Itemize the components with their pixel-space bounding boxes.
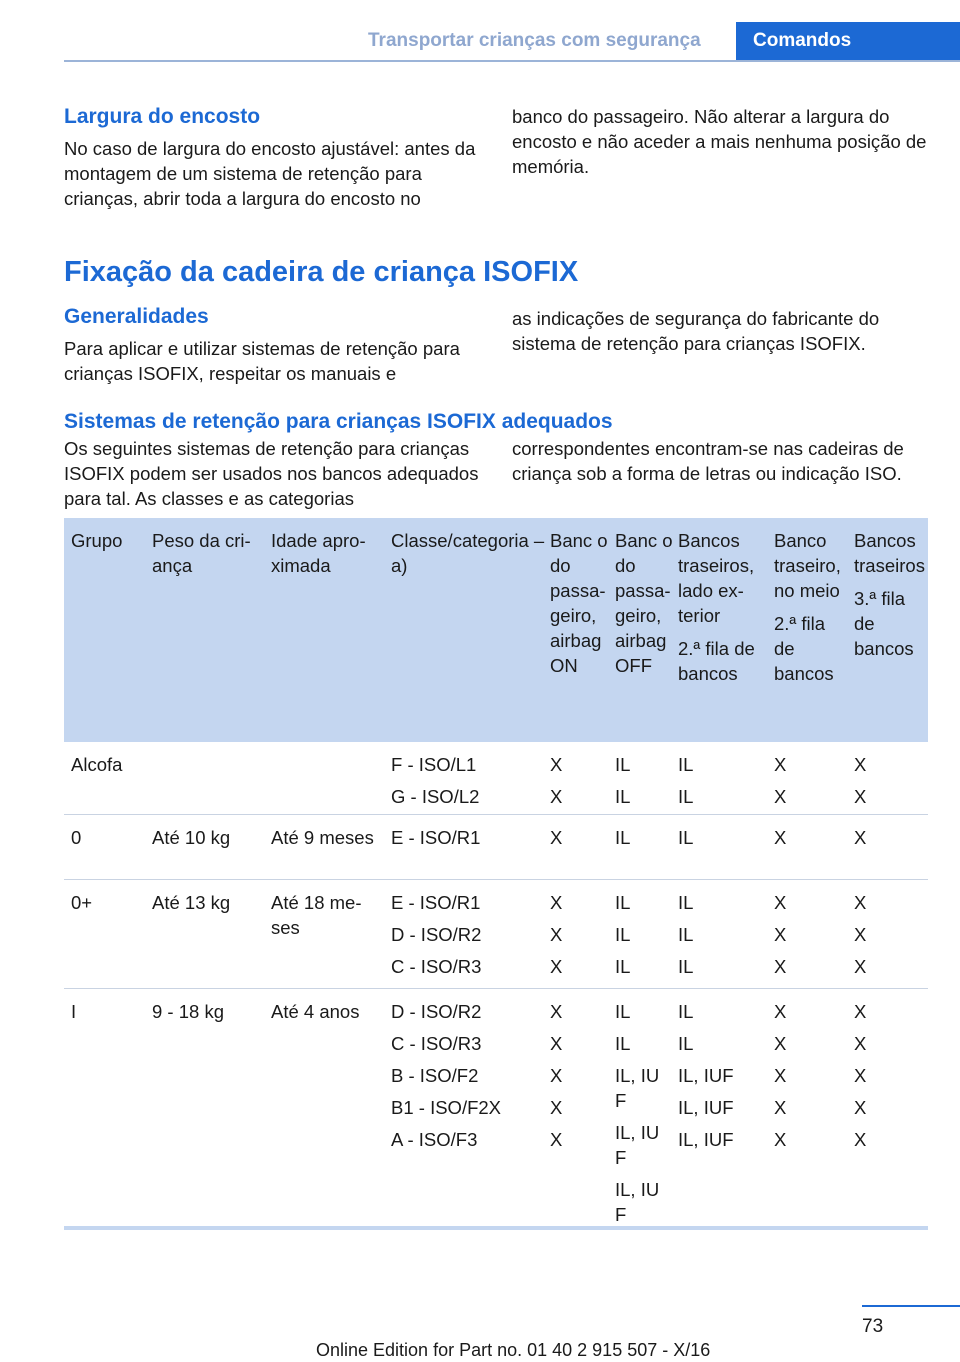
- value: X: [550, 754, 563, 775]
- value: X: [774, 1001, 787, 1022]
- value: IL, IU F: [615, 1179, 660, 1225]
- classe-value: G - ISO/L2: [391, 786, 480, 807]
- value: X: [550, 1097, 563, 1118]
- value: IL, IU F: [615, 1065, 660, 1111]
- table-header-row: [64, 518, 928, 742]
- cell-meio: [774, 999, 850, 1159]
- value: X: [550, 924, 563, 945]
- cell-idade: Até 9 meses: [271, 827, 374, 848]
- cell-grupo: I: [71, 1001, 77, 1022]
- cell-classe: [391, 752, 546, 816]
- classe-value: D - ISO/R2: [391, 1001, 482, 1022]
- cell-airbag-off: IL: [615, 827, 631, 848]
- value: X: [550, 786, 563, 807]
- cell-lado-exterior: IL: [678, 827, 694, 848]
- header-classe: Classe/categoria – a): [391, 530, 545, 576]
- cell-terceira-fila: X: [854, 827, 867, 848]
- cell-terceira-fila: [854, 999, 926, 1159]
- header-lado-exterior-title: Bancos traseiros, lado exterior: [678, 530, 755, 626]
- value: X: [774, 892, 787, 913]
- cell-airbag-on: [550, 752, 610, 816]
- cell-idade: Até 18 meses: [271, 892, 362, 938]
- classe-value: C - ISO/R3: [391, 956, 482, 977]
- cell-lado-exterior: [678, 752, 770, 816]
- page-number: 73: [862, 1316, 884, 1337]
- cell-grupo: 0+: [71, 892, 93, 913]
- value: IL: [678, 956, 694, 977]
- header-grupo: Grupo: [71, 530, 123, 551]
- cell-airbag-off: [615, 999, 675, 1234]
- general-text-1: Para aplicar e utilizar sistemas de retenção para crianças ISOFIX, respeitar os manuais e: [64, 338, 460, 384]
- cell-idade: Até 4 anos: [271, 1001, 360, 1022]
- value: X: [550, 892, 563, 913]
- value: X: [854, 1001, 867, 1022]
- systems-text-2: correspondentes encontram-se nas cadeiras de criança sob a forma de letras ou indicação ISO.: [512, 438, 904, 484]
- header-rule: [64, 60, 960, 62]
- value: IL: [615, 1001, 631, 1022]
- largura-heading: Largura do encosto: [64, 105, 261, 128]
- largura-column-left: [64, 104, 484, 211]
- general-heading: Generalidades: [64, 305, 209, 328]
- cell-airbag-off: [615, 752, 675, 816]
- value: IL, IUF: [678, 1065, 734, 1086]
- cell-grupo: 0: [71, 827, 82, 848]
- cell-airbag-on: [550, 890, 610, 986]
- running-header-section: Transportar crianças com segurança: [368, 30, 701, 51]
- value: IL: [615, 924, 631, 945]
- table-row: [64, 989, 928, 1225]
- value: X: [854, 892, 867, 913]
- value: X: [550, 956, 563, 977]
- classe-value: A - ISO/F3: [391, 1129, 478, 1150]
- header-meio: [774, 528, 850, 686]
- value: IL: [615, 786, 631, 807]
- value: X: [854, 956, 867, 977]
- value: IL, IUF: [678, 1129, 734, 1150]
- header-meio-sub: 2.ª fila de bancos: [774, 613, 834, 684]
- value: X: [854, 1033, 867, 1054]
- value: X: [854, 1129, 867, 1150]
- classe-value: C - ISO/R3: [391, 1033, 482, 1054]
- cell-peso: Até 10 kg: [152, 827, 231, 848]
- value: X: [774, 1129, 787, 1150]
- header-lado-exterior-sub: 2.ª fila de bancos: [678, 638, 755, 684]
- value: X: [774, 956, 787, 977]
- header-peso: Peso da criança: [152, 530, 251, 576]
- value: X: [854, 1097, 867, 1118]
- table-row: [64, 880, 928, 989]
- value: IL: [678, 924, 694, 945]
- header-airbag-off: Banc o do passageiro, airbag OFF: [615, 530, 673, 676]
- value: X: [774, 786, 787, 807]
- value: X: [854, 924, 867, 945]
- cell-meio: [774, 890, 850, 986]
- general-text-2: as indicações de segurança do fabricante do sistema de retenção para crianças ISOFIX.: [512, 308, 880, 354]
- cell-terceira-fila: [854, 752, 926, 816]
- cell-meio: [774, 752, 850, 816]
- header-terceira-fila: [854, 528, 926, 661]
- header-terceira-fila-sub: 3.ª fila de bancos: [854, 588, 914, 659]
- cell-peso: Até 13 kg: [152, 892, 231, 913]
- table-bottom-rule: [64, 1226, 928, 1230]
- cell-peso: 9 - 18 kg: [152, 1001, 224, 1022]
- cell-airbag-on: X: [550, 827, 563, 848]
- value: X: [550, 1001, 563, 1022]
- value: X: [854, 786, 867, 807]
- value: IL: [615, 1033, 631, 1054]
- table-row: [64, 742, 928, 815]
- classe-value: B - ISO/F2: [391, 1065, 479, 1086]
- value: X: [550, 1065, 563, 1086]
- largura-text-1: No caso de largura do encosto ajustável: antes da montagem de um sistema de retenção para crianças, abrir toda a largura do encosto no: [64, 138, 476, 209]
- cell-terceira-fila: [854, 890, 926, 986]
- value: IL: [678, 786, 694, 807]
- systems-text-1: Os seguintes sistemas de retenção para crianças ISOFIX podem ser usados nos bancos adequados para tal. As classes e as categorias: [64, 438, 479, 509]
- value: IL: [678, 1033, 694, 1054]
- header-terceira-fila-title: Bancos traseiros: [854, 530, 925, 576]
- value: X: [774, 1033, 787, 1054]
- header-airbag-on: Banc o do passageiro, airbag ON: [550, 530, 608, 676]
- cell-classe: [391, 999, 546, 1159]
- cell-airbag-on: [550, 999, 610, 1159]
- value: IL, IU F: [615, 1122, 660, 1168]
- value: IL: [615, 956, 631, 977]
- value: X: [550, 1033, 563, 1054]
- value: X: [774, 754, 787, 775]
- value: X: [774, 1065, 787, 1086]
- classe-value: D - ISO/R2: [391, 924, 482, 945]
- value: X: [774, 924, 787, 945]
- cell-lado-exterior: [678, 890, 770, 986]
- value: IL: [615, 754, 631, 775]
- value: X: [854, 754, 867, 775]
- classe-value: E - ISO/R1: [391, 892, 481, 913]
- cell-grupo: Alcofa: [71, 754, 123, 775]
- largura-text-2: banco do passageiro. Não alterar a largura do encosto e não aceder a mais nenhuma posição de memória.: [512, 106, 927, 177]
- value: IL, IUF: [678, 1097, 734, 1118]
- cell-classe: [391, 890, 546, 986]
- classe-value: B1 - ISO/F2X: [391, 1097, 502, 1118]
- classe-value: F - ISO/L1: [391, 754, 477, 775]
- cell-airbag-off: [615, 890, 675, 986]
- cell-classe: E - ISO/R1: [391, 827, 481, 848]
- table-row: [64, 815, 928, 880]
- isofix-title: Fixação da cadeira de criança ISOFIX: [64, 256, 579, 288]
- systems-heading: Sistemas de retenção para crianças ISOFIX adequados: [64, 410, 613, 433]
- value: IL: [678, 892, 694, 913]
- cell-meio: X: [774, 827, 787, 848]
- edition-footer: Online Edition for Part no. 01 40 2 915 507 - X/16: [316, 1340, 711, 1360]
- cell-lado-exterior: [678, 999, 770, 1159]
- chapter-tab: Comandos: [736, 22, 960, 62]
- header-meio-title: Banco traseiro, no meio: [774, 530, 841, 601]
- value: X: [550, 1129, 563, 1150]
- value: X: [774, 1097, 787, 1118]
- value: IL: [615, 892, 631, 913]
- value: X: [854, 1065, 867, 1086]
- value: IL: [678, 1001, 694, 1022]
- header-lado-exterior: [678, 528, 770, 686]
- general-column-left: [64, 304, 484, 386]
- page-number-rule: [862, 1305, 960, 1307]
- isofix-table: [64, 518, 928, 1225]
- header-idade: Idade aproximada: [271, 530, 366, 576]
- value: IL: [678, 754, 694, 775]
